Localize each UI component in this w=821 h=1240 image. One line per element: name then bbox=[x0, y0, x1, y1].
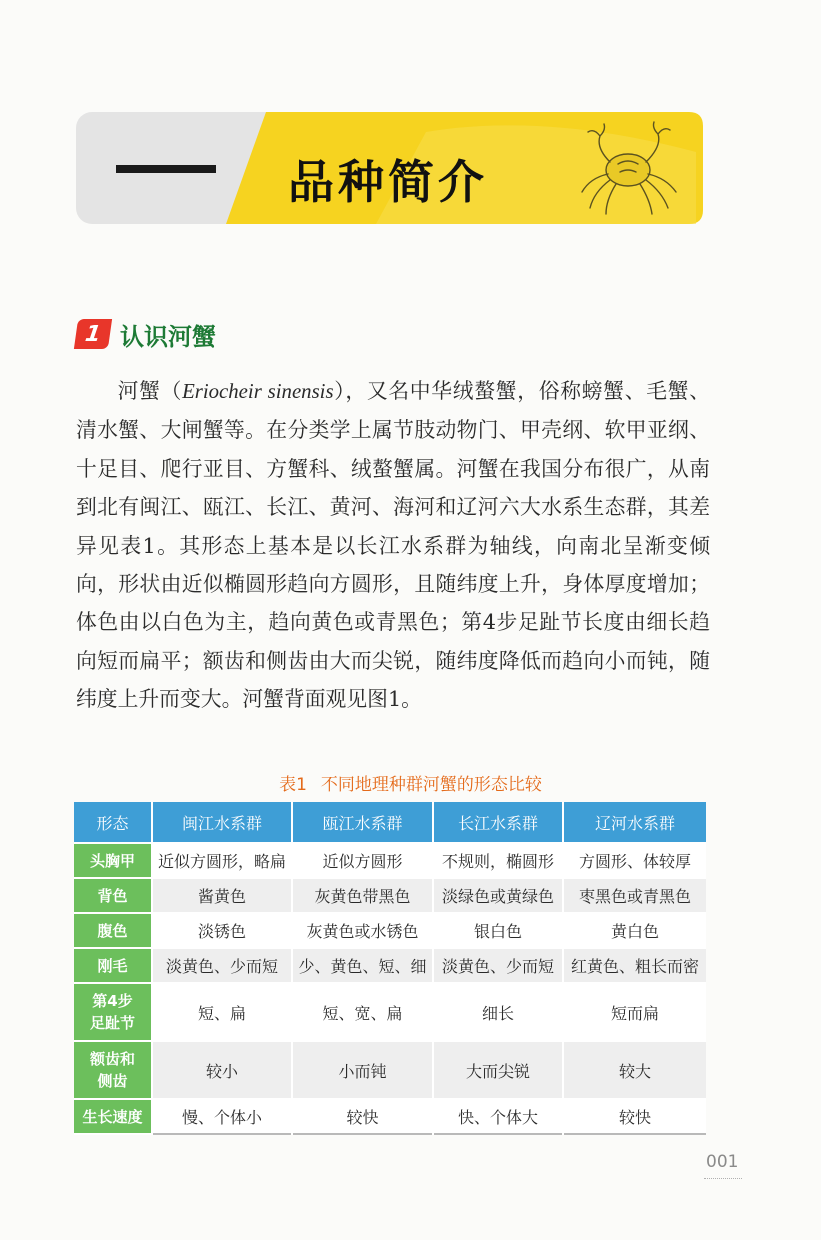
table-header-cell: 闽江水系群 bbox=[152, 802, 292, 843]
table-cell: 较快 bbox=[563, 1099, 706, 1134]
table-header-cell: 辽河水系群 bbox=[563, 802, 706, 843]
table-cell: 酱黄色 bbox=[152, 878, 292, 913]
table-caption-title: 不同地理种群河蟹的形态比较 bbox=[320, 775, 542, 795]
table-row bbox=[74, 913, 706, 948]
row-label: 腹色 bbox=[74, 913, 152, 948]
table-cell: 灰黄色或水锈色 bbox=[292, 913, 433, 948]
table-cell: 细长 bbox=[433, 983, 563, 1041]
comparison-table bbox=[74, 802, 706, 1135]
table-cell: 黄白色 bbox=[563, 913, 706, 948]
row-label: 生长速度 bbox=[74, 1099, 152, 1134]
latin-name: Eriocheir sinensis bbox=[182, 380, 334, 403]
page-number-rule bbox=[704, 1178, 742, 1179]
table-cell: 淡黄色、少而短 bbox=[433, 948, 563, 983]
table-cell: 近似方圆形，略扁 bbox=[152, 843, 292, 878]
table-row bbox=[74, 1099, 706, 1134]
table-header-row bbox=[74, 802, 706, 843]
table-row bbox=[74, 983, 706, 1041]
section-title: 认识河蟹 bbox=[120, 322, 216, 351]
table-cell: 银白色 bbox=[433, 913, 563, 948]
table-cell: 方圆形、体较厚 bbox=[563, 843, 706, 878]
table-cell: 近似方圆形 bbox=[292, 843, 433, 878]
table-cell: 较小 bbox=[152, 1041, 292, 1099]
crab-illustration-icon bbox=[576, 118, 686, 218]
table-cell: 淡锈色 bbox=[152, 913, 292, 948]
row-label: 刚毛 bbox=[74, 948, 152, 983]
table-cell: 小而钝 bbox=[292, 1041, 433, 1099]
table-cell: 短而扁 bbox=[563, 983, 706, 1041]
page-number: 001 bbox=[706, 1152, 739, 1172]
table-cell: 慢、个体小 bbox=[152, 1099, 292, 1134]
table-cell: 大而尖锐 bbox=[433, 1041, 563, 1099]
table-row bbox=[74, 878, 706, 913]
row-label: 背色 bbox=[74, 878, 152, 913]
row-label: 额齿和 侧齿 bbox=[74, 1041, 152, 1099]
table-row bbox=[74, 948, 706, 983]
paragraph-part1: 河蟹（ bbox=[117, 379, 183, 403]
table-row bbox=[74, 1041, 706, 1099]
table-cell: 较大 bbox=[563, 1041, 706, 1099]
table-cell: 淡黄色、少而短 bbox=[152, 948, 292, 983]
table-cell: 不规则，椭圆形 bbox=[433, 843, 563, 878]
table-cell: 枣黑色或青黑色 bbox=[563, 878, 706, 913]
row-label: 头胸甲 bbox=[74, 843, 152, 878]
section-number-badge: 1 bbox=[74, 319, 112, 349]
table-caption bbox=[0, 770, 821, 795]
table-cell: 短、扁 bbox=[152, 983, 292, 1041]
table-cell: 淡绿色或黄绿色 bbox=[433, 878, 563, 913]
table-header-cell: 瓯江水系群 bbox=[292, 802, 433, 843]
paragraph-part2: ），又名中华绒螯蟹，俗称螃蟹、毛蟹、清水蟹、大闸蟹等。在分类学上属节肢动物门、甲壳纲、软甲亚纲、十足目、爬行亚目、方蟹科、绒螯蟹属。河蟹在我国分布很广，从南到北有闽江、瓯江、长江、黄河、海河和辽河六大水系生态群，其差异见表1。其形态上基本是以长江水系群为轴线，向南北呈渐变倾向，形状由近似椭圆形趋向方圆形，且随纬度上升，身体厚度增加；体色由以白色为主，趋向黄色或青黑色；第4步足趾节长度由细长趋向短而扁平；额齿和侧齿由大而尖锐，随纬度降低而趋向小而钝，随纬度上升而变大。河蟹背面观见图1。 bbox=[76, 379, 710, 712]
table-header-cell: 长江水系群 bbox=[433, 802, 563, 843]
table-cell: 红黄色、粗长而密 bbox=[563, 948, 706, 983]
table-header-cell: 形态 bbox=[74, 802, 152, 843]
table-cell: 灰黄色带黑色 bbox=[292, 878, 433, 913]
body-paragraph bbox=[76, 372, 710, 719]
table-cell: 较快 bbox=[292, 1099, 433, 1134]
table-caption-label: 表1 bbox=[279, 775, 307, 795]
table-row bbox=[74, 843, 706, 878]
row-label: 第4步 足趾节 bbox=[74, 983, 152, 1041]
table-cell: 快、个体大 bbox=[433, 1099, 563, 1134]
section-header bbox=[76, 316, 216, 352]
chapter-number-mark bbox=[116, 165, 216, 173]
chapter-title: 品种简介 bbox=[288, 155, 488, 209]
table-cell: 短、宽、扁 bbox=[292, 983, 433, 1041]
table-cell: 少、黄色、短、细 bbox=[292, 948, 433, 983]
